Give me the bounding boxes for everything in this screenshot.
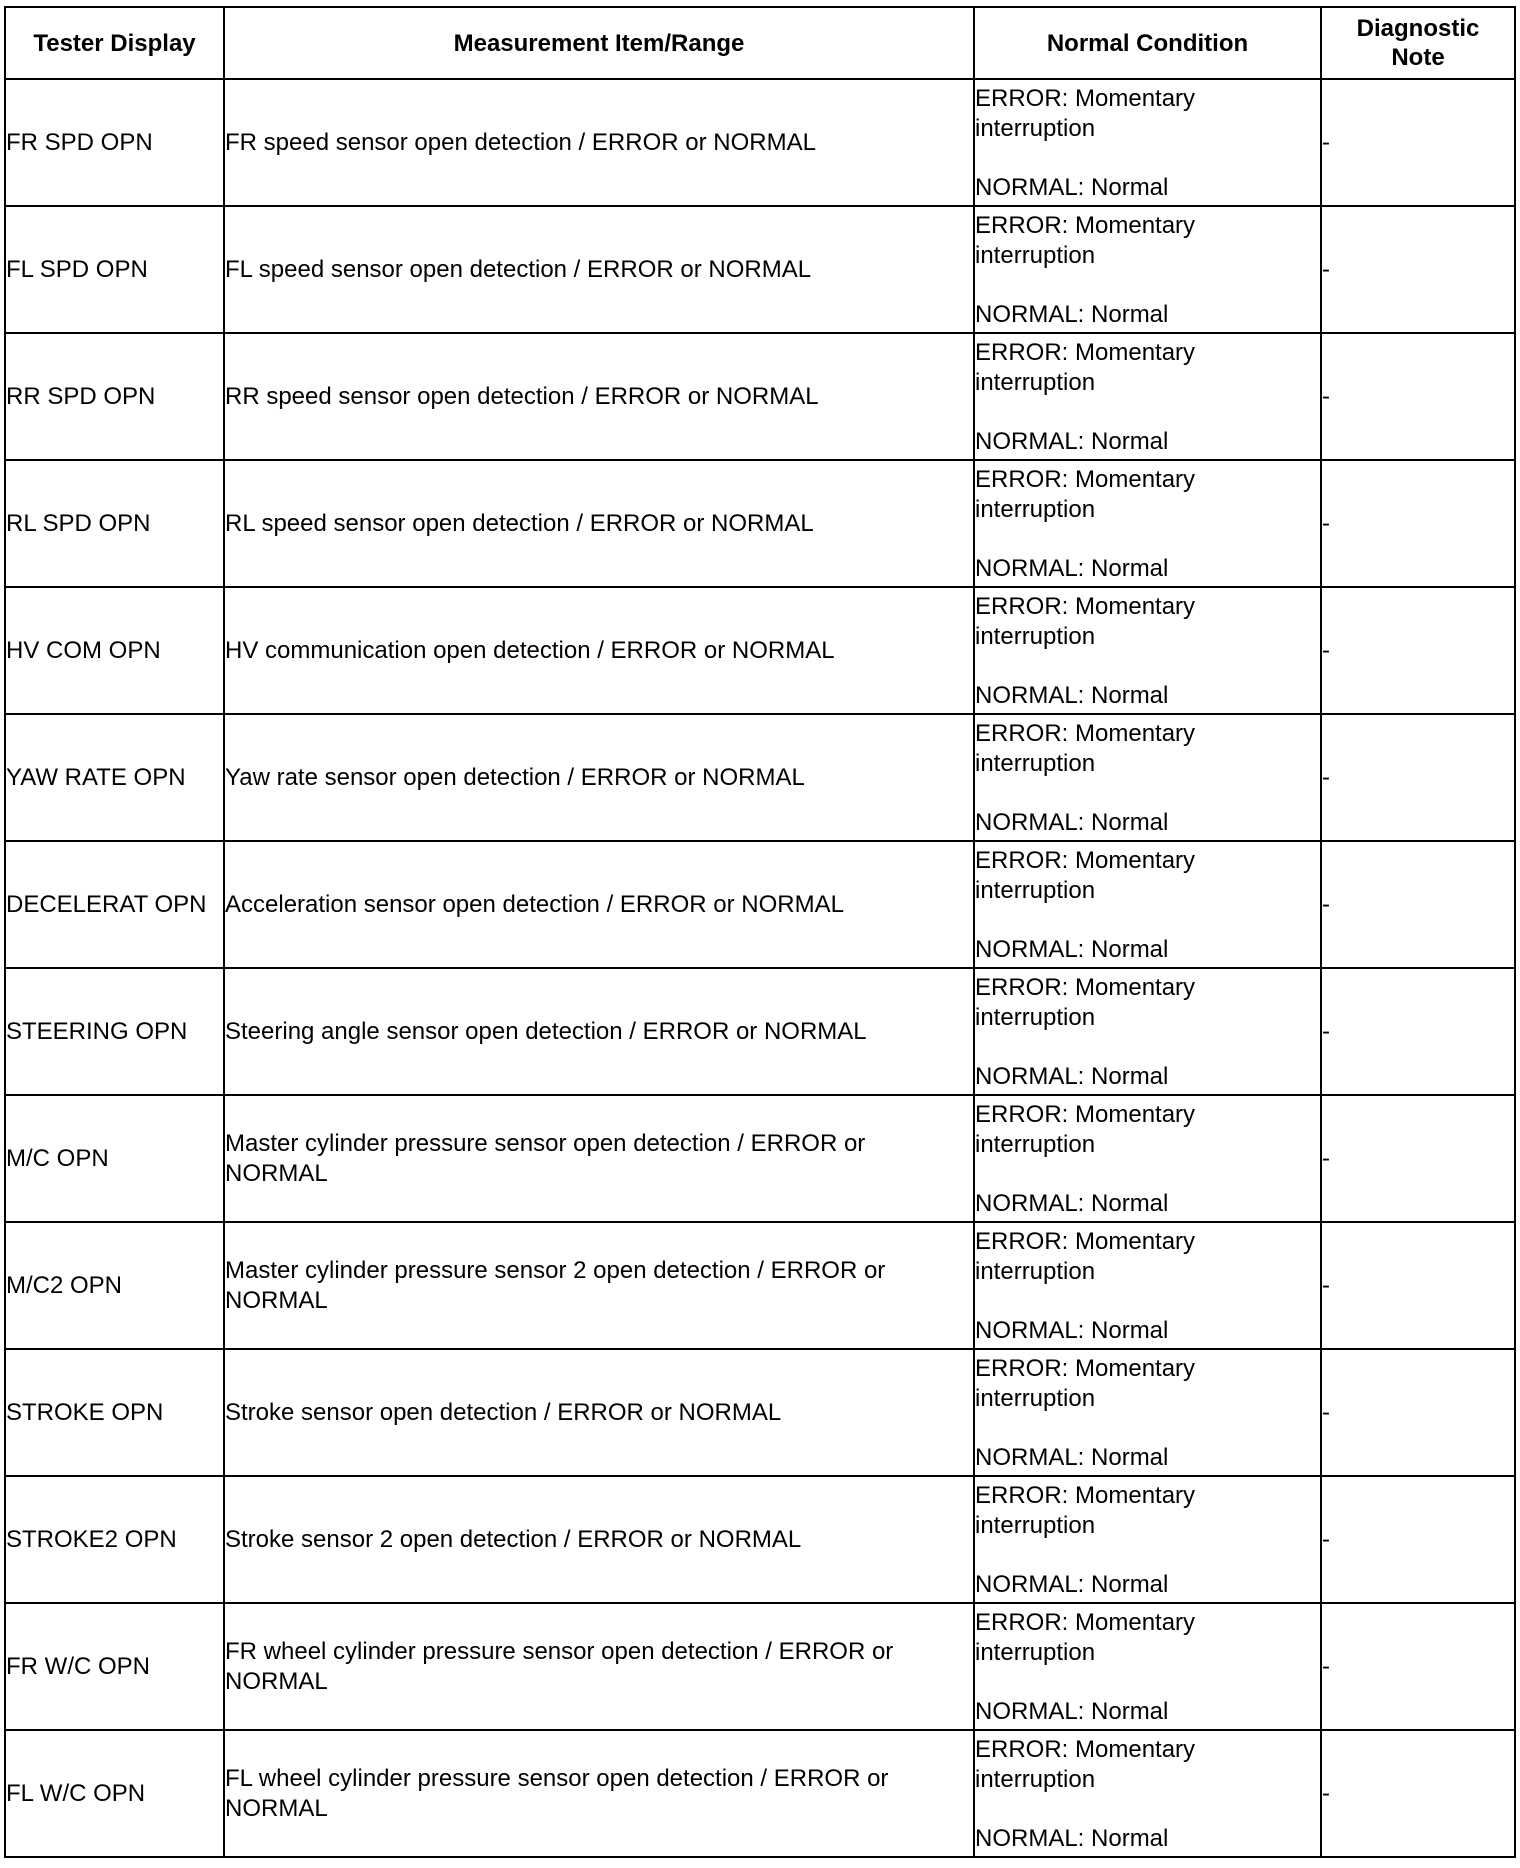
tester-display-cell: HV COM OPN (5, 587, 224, 714)
header-row (5, 7, 1515, 79)
diagnostic-note-cell: - (1321, 714, 1515, 841)
condition-normal-text: NORMAL: Normal (975, 428, 1169, 455)
tester-display-cell: STEERING OPN (5, 968, 224, 1095)
diagnostic-note-cell: - (1321, 1603, 1515, 1730)
tester-display-cell: M/C OPN (5, 1095, 224, 1222)
condition-normal-text: NORMAL: Normal (975, 174, 1169, 201)
diagnostic-note-cell: - (1321, 587, 1515, 714)
condition-error-text: ERROR: Momentary interruption (975, 1609, 1196, 1666)
measurement-cell: HV communication open detection / ERROR or NORMAL (224, 587, 974, 714)
condition-error-text: ERROR: Momentary interruption (975, 974, 1196, 1031)
measurement-cell: Acceleration sensor open detection / ERROR or NORMAL (224, 841, 974, 968)
table-row (5, 841, 1515, 968)
table-row (5, 333, 1515, 460)
measurement-cell: Master cylinder pressure sensor open detection / ERROR or NORMAL (224, 1095, 974, 1222)
tester-display-cell: STROKE OPN (5, 1349, 224, 1476)
normal-condition-cell (974, 714, 1321, 841)
measurement-cell: Master cylinder pressure sensor 2 open detection / ERROR or NORMAL (224, 1222, 974, 1349)
condition-error-text: ERROR: Momentary interruption (975, 847, 1196, 904)
header-normal-condition: Normal Condition (974, 7, 1321, 79)
condition-normal-text: NORMAL: Normal (975, 555, 1169, 582)
condition-normal-text: NORMAL: Normal (975, 1571, 1169, 1598)
normal-condition-cell (974, 1730, 1321, 1857)
measurement-cell: RR speed sensor open detection / ERROR or NORMAL (224, 333, 974, 460)
measurement-cell: FL speed sensor open detection / ERROR or NORMAL (224, 206, 974, 333)
normal-condition-cell (974, 79, 1321, 206)
normal-condition-cell (974, 841, 1321, 968)
measurement-cell: Stroke sensor open detection / ERROR or NORMAL (224, 1349, 974, 1476)
table-row (5, 1349, 1515, 1476)
normal-condition-cell (974, 587, 1321, 714)
condition-error-text: ERROR: Momentary interruption (975, 212, 1196, 269)
table-row (5, 714, 1515, 841)
table-row (5, 587, 1515, 714)
condition-error-text: ERROR: Momentary interruption (975, 1355, 1196, 1412)
diagnostic-note-cell: - (1321, 1095, 1515, 1222)
table-row (5, 1476, 1515, 1603)
table-row (5, 1222, 1515, 1349)
table-body (5, 79, 1515, 1857)
measurement-cell: Yaw rate sensor open detection / ERROR or NORMAL (224, 714, 974, 841)
condition-normal-text: NORMAL: Normal (975, 809, 1169, 836)
document-page (4, 6, 1514, 1858)
condition-normal-text: NORMAL: Normal (975, 1317, 1169, 1344)
condition-error-text: ERROR: Momentary interruption (975, 720, 1196, 777)
normal-condition-cell (974, 460, 1321, 587)
normal-condition-cell (974, 1095, 1321, 1222)
table-header (5, 7, 1515, 79)
condition-error-text: ERROR: Momentary interruption (975, 1101, 1196, 1158)
header-diagnostic-note-label: Diagnostic Note (1356, 15, 1480, 71)
tester-display-cell: STROKE2 OPN (5, 1476, 224, 1603)
table-row (5, 206, 1515, 333)
tester-display-cell: RR SPD OPN (5, 333, 224, 460)
tester-display-cell: FL W/C OPN (5, 1730, 224, 1857)
diagnostic-note-cell: - (1321, 841, 1515, 968)
tester-display-cell: FR W/C OPN (5, 1603, 224, 1730)
condition-normal-text: NORMAL: Normal (975, 682, 1169, 709)
measurement-cell: Stroke sensor 2 open detection / ERROR or NORMAL (224, 1476, 974, 1603)
normal-condition-cell (974, 1349, 1321, 1476)
normal-condition-cell (974, 1476, 1321, 1603)
diagnostic-note-cell: - (1321, 968, 1515, 1095)
normal-condition-cell (974, 206, 1321, 333)
condition-normal-text: NORMAL: Normal (975, 301, 1169, 328)
condition-normal-text: NORMAL: Normal (975, 1190, 1169, 1217)
normal-condition-cell (974, 333, 1321, 460)
diagnostic-note-cell: - (1321, 1730, 1515, 1857)
measurement-cell: FL wheel cylinder pressure sensor open detection / ERROR or NORMAL (224, 1730, 974, 1857)
condition-error-text: ERROR: Momentary interruption (975, 1228, 1196, 1285)
diagnostic-note-cell: - (1321, 1476, 1515, 1603)
table-row (5, 79, 1515, 206)
measurement-cell: FR speed sensor open detection / ERROR or NORMAL (224, 79, 974, 206)
table-row (5, 1730, 1515, 1857)
condition-normal-text: NORMAL: Normal (975, 1698, 1169, 1725)
condition-error-text: ERROR: Momentary interruption (975, 1482, 1196, 1539)
header-measurement-item-range: Measurement Item/Range (224, 7, 974, 79)
normal-condition-cell (974, 968, 1321, 1095)
condition-error-text: ERROR: Momentary interruption (975, 593, 1196, 650)
table-row (5, 968, 1515, 1095)
tester-display-cell: DECELERAT OPN (5, 841, 224, 968)
measurement-cell: Steering angle sensor open detection / ERROR or NORMAL (224, 968, 974, 1095)
measurement-cell: RL speed sensor open detection / ERROR or NORMAL (224, 460, 974, 587)
measurement-cell: FR wheel cylinder pressure sensor open detection / ERROR or NORMAL (224, 1603, 974, 1730)
table-row (5, 460, 1515, 587)
diagnostic-note-cell: - (1321, 79, 1515, 206)
table-row (5, 1603, 1515, 1730)
condition-normal-text: NORMAL: Normal (975, 1063, 1169, 1090)
diagnostic-note-cell: - (1321, 1349, 1515, 1476)
table-row (5, 1095, 1515, 1222)
condition-normal-text: NORMAL: Normal (975, 1825, 1169, 1852)
tester-display-cell: M/C2 OPN (5, 1222, 224, 1349)
diagnostic-note-cell: - (1321, 206, 1515, 333)
condition-normal-text: NORMAL: Normal (975, 1444, 1169, 1471)
tester-display-cell: RL SPD OPN (5, 460, 224, 587)
tester-display-cell: YAW RATE OPN (5, 714, 224, 841)
condition-normal-text: NORMAL: Normal (975, 936, 1169, 963)
normal-condition-cell (974, 1222, 1321, 1349)
data-list-table (4, 6, 1516, 1858)
tester-display-cell: FL SPD OPN (5, 206, 224, 333)
header-tester-display: Tester Display (5, 7, 224, 79)
tester-display-cell: FR SPD OPN (5, 79, 224, 206)
diagnostic-note-cell: - (1321, 460, 1515, 587)
condition-error-text: ERROR: Momentary interruption (975, 85, 1196, 142)
header-diagnostic-note (1321, 7, 1515, 79)
condition-error-text: ERROR: Momentary interruption (975, 1736, 1196, 1793)
normal-condition-cell (974, 1603, 1321, 1730)
diagnostic-note-cell: - (1321, 1222, 1515, 1349)
diagnostic-note-cell: - (1321, 333, 1515, 460)
condition-error-text: ERROR: Momentary interruption (975, 339, 1196, 396)
condition-error-text: ERROR: Momentary interruption (975, 466, 1196, 523)
